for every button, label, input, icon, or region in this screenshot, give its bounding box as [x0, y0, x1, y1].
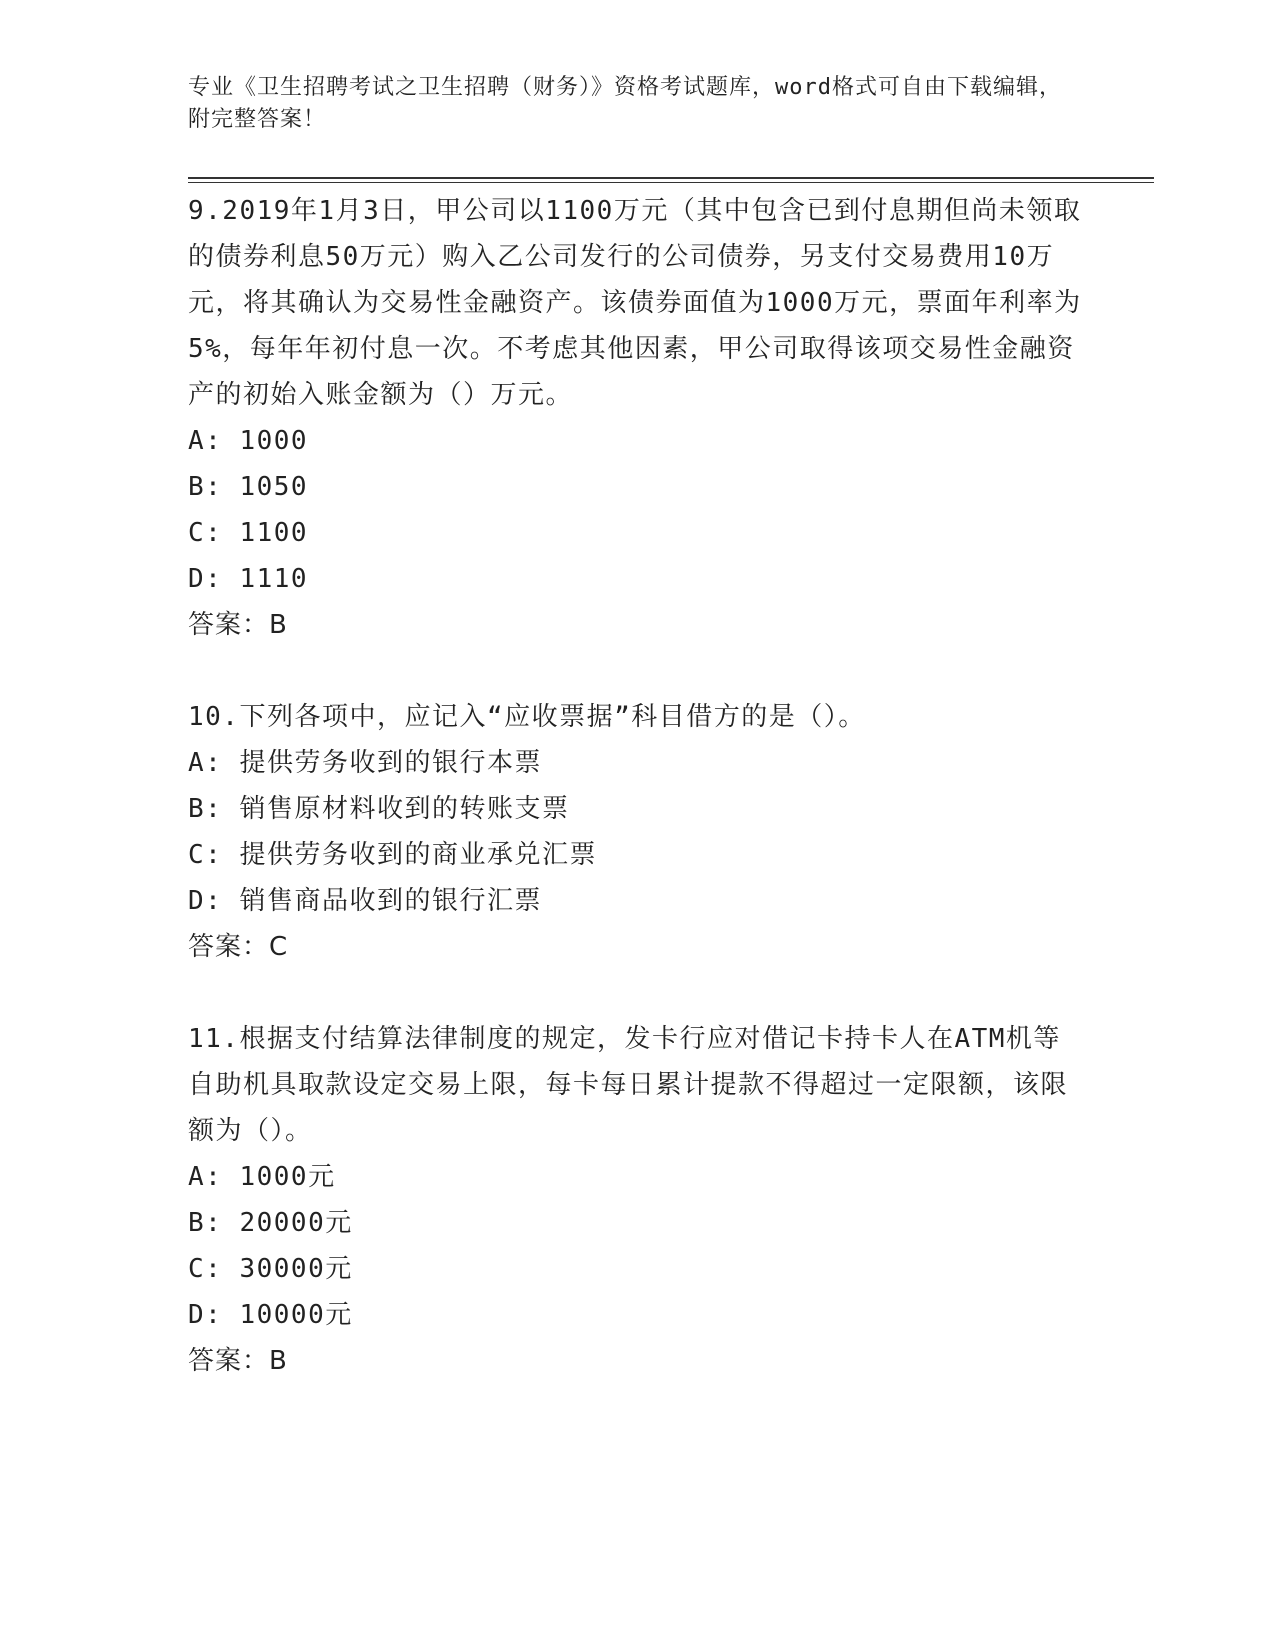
option-d: D: 10000元 [188, 1300, 353, 1330]
option-a: A: 1000 [188, 426, 309, 456]
question-spacer [188, 970, 1088, 1016]
question-list [188, 188, 1088, 1384]
answer-label: 答案：B [188, 610, 288, 640]
option-d: D: 1110 [188, 564, 309, 594]
option-b: B: 销售原材料收到的转账支票 [188, 794, 570, 824]
question-stem: 9.2019年1月3日，甲公司以1100万元（其中包含已到付息期但尚未领取的债券利息50万元）购入乙公司发行的公司债券，另支付交易费用10万元，将其确认为交易性金融资产。该债券面值为1000万元，票面年利率为5%，每年年初付息一次。不考虑其他因素，甲公司取得该项交易性金融资产的初始入账金额为（）万元。 [188, 196, 1082, 410]
option-a: A: 1000元 [188, 1162, 336, 1192]
header-divider-thick [188, 177, 1154, 179]
question-spacer [188, 648, 1088, 694]
question-stem: 10.下列各项中，应记入“应收票据”科目借方的是（）。 [188, 702, 866, 732]
option-b: B: 1050 [188, 472, 309, 502]
answer-label: 答案：B [188, 1346, 288, 1376]
question-9 [188, 188, 1088, 648]
option-c: C: 30000元 [188, 1254, 353, 1284]
option-c: C: 1100 [188, 518, 309, 548]
answer-label: 答案：C [188, 932, 289, 962]
option-d: D: 销售商品收到的银行汇票 [188, 886, 542, 916]
option-b: B: 20000元 [188, 1208, 353, 1238]
header-title: 专业《卫生招聘考试之卫生招聘（财务）》资格考试题库，word格式可自由下载编辑，附完整答案！ [188, 75, 1062, 132]
question-11 [188, 1016, 1088, 1384]
header-divider-thin [188, 182, 1154, 183]
option-c: C: 提供劳务收到的商业承兑汇票 [188, 840, 597, 870]
question-10 [188, 694, 1088, 970]
document-header [188, 72, 1068, 136]
option-a: A: 提供劳务收到的银行本票 [188, 748, 542, 778]
question-stem: 11.根据支付结算法律制度的规定，发卡行应对借记卡持卡人在ATM机等自助机具取款设定交易上限，每卡每日累计提款不得超过一定限额，该限额为（）。 [188, 1024, 1069, 1146]
